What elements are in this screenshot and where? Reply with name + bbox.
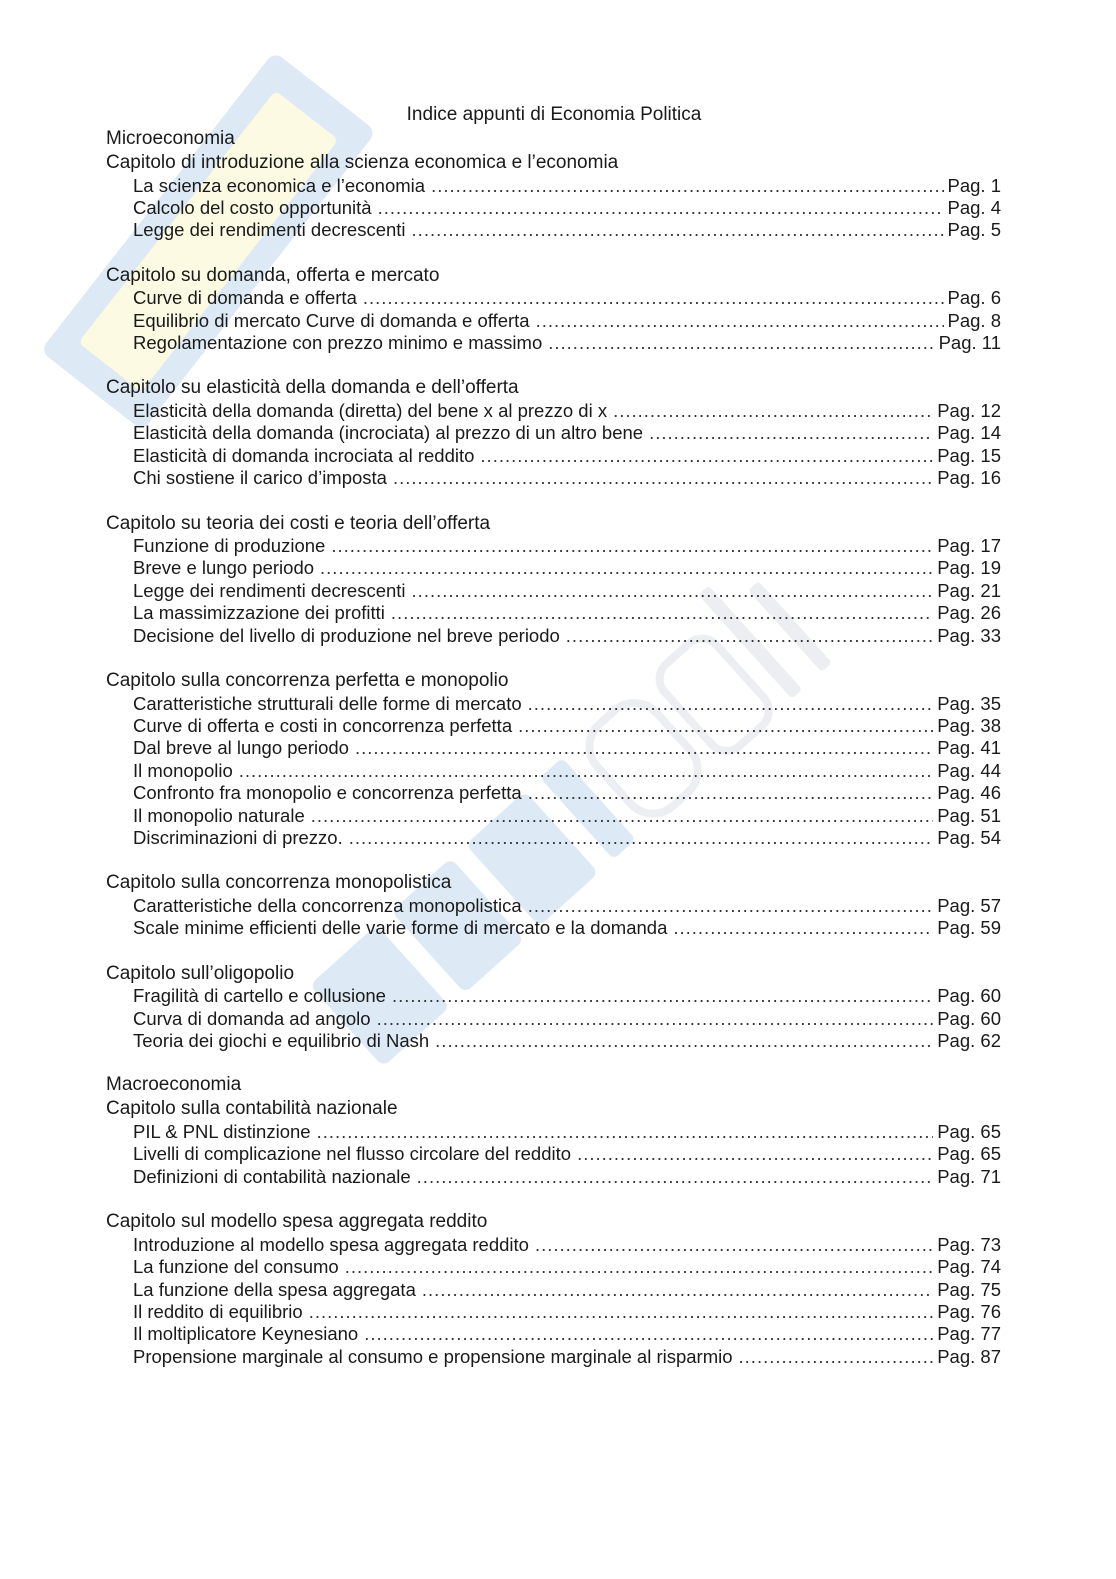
toc-entry[interactable] [106,895,1001,917]
toc-entry[interactable] [106,175,1001,197]
toc-entry[interactable] [106,1279,1001,1301]
chapter-title: Capitolo su elasticità della domanda e dell’offerta [106,377,519,399]
dot-leader [349,827,933,849]
entry-label: Dal breve al lungo periodo [133,737,349,759]
toc-entry[interactable] [106,1166,1001,1188]
chapter [106,871,1006,939]
dot-leader [311,805,933,827]
toc-entry[interactable] [106,1323,1001,1345]
entry-page: Pag. 35 [937,692,1001,714]
entry-page: Pag. 75 [937,1278,1001,1300]
entry-label: Il monopolio [133,759,233,781]
toc-entry[interactable] [106,1256,1001,1278]
entry-label: Il monopolio naturale [133,804,305,826]
entry-label: Elasticità della domanda (diretta) del bene x al prezzo di x [133,399,608,421]
dot-leader [412,580,934,602]
chapter [106,151,1006,242]
toc-entry[interactable] [106,737,1001,759]
entry-page: Pag. 17 [937,535,1001,557]
chapter [106,1097,1006,1188]
dot-leader [412,219,944,241]
dot-leader [363,287,944,309]
entry-label: Legge dei rendimenti decrescenti [133,219,406,241]
dot-leader [435,1030,933,1052]
chapter-title: Capitolo di introduzione alla scienza economica e l’economia [106,152,619,173]
toc-entry[interactable] [106,602,1001,624]
entry-label: Livelli di complicazione nel flusso circolare del reddito [133,1143,572,1165]
entry-label: Decisione del livello di produzione nel breve periodo [133,624,560,646]
dot-leader [364,1323,933,1345]
chapter [106,1210,1006,1368]
entry-page: Pag. 65 [937,1143,1001,1165]
chapter-title: Capitolo sull’oligopolio [106,962,295,984]
toc-entry[interactable] [106,1234,1001,1256]
chapter [106,669,1006,849]
dot-leader [377,1008,934,1030]
entry-page: Pag. 33 [937,624,1001,646]
entry-page: Pag. 41 [937,737,1001,759]
entry-page: Pag. 14 [937,422,1001,444]
dot-leader [239,760,933,782]
entry-page: Pag. 62 [937,1030,1001,1052]
part-microeconomia [106,127,1006,1073]
chapter-title: Capitolo sulla concorrenza monopolistica [106,872,452,894]
toc-entry[interactable] [106,917,1001,939]
dot-leader [320,557,933,579]
dot-leader [392,985,933,1007]
entry-page: Pag. 16 [937,467,1001,489]
dot-leader [331,535,933,557]
entry-label: Curve di domanda e offerta [133,287,357,309]
chapter [106,264,1006,355]
toc-entry[interactable] [106,805,1001,827]
toc-entry[interactable] [106,625,1001,647]
entry-page: Pag. 15 [937,444,1001,466]
toc-entry[interactable] [106,827,1001,849]
toc-entry[interactable] [106,400,1001,422]
dot-leader [548,332,934,354]
entry-page: Pag. 46 [937,782,1001,804]
entry-label: Definizioni di contabilità nazionale [133,1165,411,1187]
entry-page: Pag. 73 [937,1233,1001,1255]
chapter [106,376,1006,489]
chapter-title: Capitolo sulla contabilità nazionale [106,1098,398,1120]
dot-leader [391,602,933,624]
entry-label: Calcolo del costo opportunità [133,196,372,218]
entry-page: Pag. 59 [937,917,1001,939]
entry-page: Pag. 12 [937,399,1001,421]
entry-page: Pag. 87 [937,1345,1001,1367]
toc-entry[interactable] [106,197,1001,219]
entry-label: Equilibrio di mercato Curve di domanda e offerta [133,309,530,331]
entry-label: Il moltiplicatore Keynesiano [133,1323,359,1345]
dot-leader [317,1121,934,1143]
part-label: Macroeconomia [106,1074,242,1096]
part-label: Microeconomia [106,128,235,149]
toc-entry[interactable] [106,445,1001,467]
dot-leader [535,1234,933,1256]
part-macroeconomia [106,1073,1006,1368]
entry-label: Scale minime efficienti delle varie forme di mercato e la domanda [133,917,668,939]
entry-page: Pag. 1 [947,174,1001,196]
entry-page: Pag. 60 [937,985,1001,1007]
dot-leader [649,422,933,444]
toc-entry[interactable] [106,693,1001,715]
entry-label: Discriminazioni di prezzo. [133,827,343,849]
toc-entry[interactable] [106,557,1001,579]
entry-page: Pag. 19 [937,557,1001,579]
dot-leader [536,310,944,332]
entry-label: La scienza economica e l’economia [133,174,426,196]
entry-label: La funzione della spesa aggregata [133,1278,416,1300]
dot-leader [345,1256,934,1278]
entry-page: Pag. 38 [937,715,1001,736]
entry-label: Caratteristiche strutturali delle forme di mercato [133,692,522,714]
dot-leader [566,625,933,647]
entry-label: Fragilità di cartello e collusione [133,985,386,1007]
entry-page: Pag. 4 [947,196,1001,218]
dot-leader [378,197,944,219]
chapter-title: Capitolo su teoria dei costi e teoria dell’offerta [106,512,491,534]
entry-page: Pag. 51 [937,804,1001,826]
entry-label: Regolamentazione con prezzo minimo e massimo [133,332,543,354]
dot-leader [309,1301,934,1323]
entry-label: Elasticità di domanda incrociata al reddito [133,444,475,466]
entry-label: Curve di offerta e costi in concorrenza perfetta [133,715,513,736]
toc-entry[interactable] [106,535,1001,557]
entry-page: Pag. 54 [937,827,1001,849]
entry-page: Pag. 65 [937,1120,1001,1142]
entry-label: Legge dei rendimenti decrescenti [133,579,406,601]
index-page [106,103,1006,1368]
toc-entry[interactable] [106,985,1001,1007]
entry-label: PIL & PNL distinzione [133,1120,311,1142]
toc-entry[interactable] [106,715,1001,737]
entry-label: Teoria dei giochi e equilibrio di Nash [133,1030,430,1052]
entry-page: Pag. 76 [937,1300,1001,1322]
toc-entry[interactable] [106,1008,1001,1030]
toc-entry[interactable] [106,467,1001,489]
dot-leader [480,445,933,467]
entry-label: Curva di domanda ad angolo [133,1007,371,1029]
dot-leader [528,895,934,917]
dot-leader [431,175,943,197]
toc-entry[interactable] [106,1301,1001,1323]
toc-entry[interactable] [106,1346,1001,1368]
toc-entry[interactable] [106,580,1001,602]
entry-label: Elasticità della domanda (incrociata) al prezzo di un altro bene [133,422,644,444]
toc-entry[interactable] [106,1030,1001,1052]
toc-entry[interactable] [106,782,1001,804]
toc-entry[interactable] [106,760,1001,782]
toc-entry[interactable] [106,1121,1001,1143]
dot-leader [518,715,933,737]
document-title: Indice appunti di Economia Politica [406,104,702,125]
dot-leader [673,917,933,939]
entry-label: La funzione del consumo [133,1256,339,1278]
entry-page: Pag. 26 [937,602,1001,624]
chapter [106,512,1006,648]
entry-page: Pag. 6 [947,287,1001,309]
entry-page: Pag. 71 [937,1165,1001,1187]
entry-page: Pag. 60 [937,1007,1001,1029]
entry-page: Pag. 74 [937,1256,1001,1278]
dot-leader [528,782,933,804]
entry-page: Pag. 77 [937,1323,1001,1345]
chapter-title: Capitolo sulla concorrenza perfetta e monopolio [106,670,509,692]
toc-entry[interactable] [106,219,1001,241]
entry-page: Pag. 57 [937,894,1001,916]
entry-label: Il reddito di equilibrio [133,1300,303,1322]
toc-entry[interactable] [106,310,1001,332]
entry-page: Pag. 11 [938,332,1001,354]
dot-leader [417,1166,934,1188]
entry-label: Caratteristiche della concorrenza monopolistica [133,894,522,916]
chapter-title: Capitolo sul modello spesa aggregata reddito [106,1211,488,1233]
dot-leader [739,1346,934,1368]
entry-page: Pag. 8 [947,309,1001,331]
dot-leader [422,1279,933,1301]
dot-leader [355,737,933,759]
entry-page: Pag. 44 [937,759,1001,781]
entry-label: Introduzione al modello spesa aggregata reddito [133,1233,529,1255]
entry-label: Funzione di produzione [133,535,326,557]
entry-label: Breve e lungo periodo [133,557,315,579]
dot-leader [577,1143,933,1165]
entry-label: Chi sostiene il carico d’imposta [133,467,387,489]
entry-label: La massimizzazione dei profitti [133,602,385,624]
chapter-title: Capitolo su domanda, offerta e mercato [106,264,440,286]
toc-entry[interactable] [106,332,1001,354]
entry-label: Propensione marginale al consumo e propensione marginale al risparmio [133,1345,733,1367]
toc-entry[interactable] [106,422,1001,444]
dot-leader [528,693,934,715]
entry-page: Pag. 21 [937,579,1001,601]
entry-page: Pag. 5 [947,219,1001,241]
toc-entry[interactable] [106,1143,1001,1165]
chapter [106,962,1006,1053]
toc-entry[interactable] [106,287,1001,309]
entry-label: Confronto fra monopolio e concorrenza perfetta [133,782,522,804]
dot-leader [393,467,933,489]
dot-leader [613,400,933,422]
